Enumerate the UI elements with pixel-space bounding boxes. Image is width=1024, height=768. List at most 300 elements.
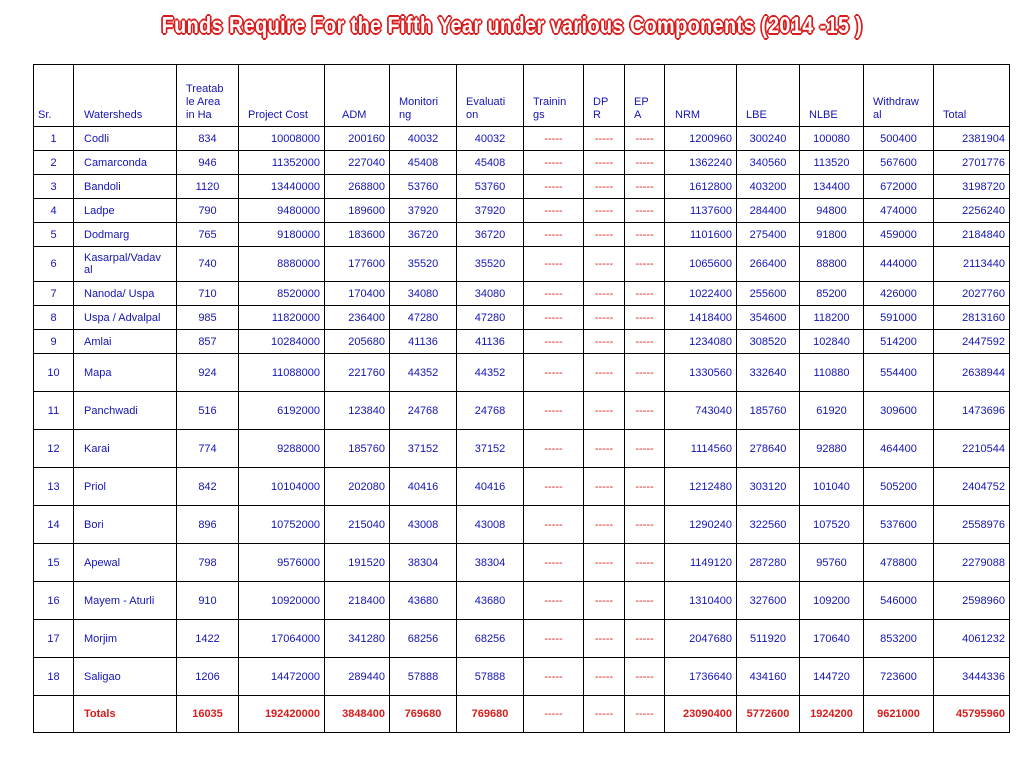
table-row [34,392,1010,430]
lbe-cell: 322560 [737,506,800,544]
table-row [34,282,1010,306]
watershed-cell: Ladpe [74,199,177,223]
dpr-cell: ----- [584,306,625,330]
project-cost-cell: 9480000 [239,199,325,223]
area-cell: 1120 [177,175,239,199]
project-cost-cell: 11088000 [239,354,325,392]
epa-cell: ----- [625,151,665,175]
monitoring-cell: 38304 [390,544,457,582]
dpr-cell: ----- [584,620,625,658]
lbe-cell: 434160 [737,658,800,696]
total-cell: 2027760 [934,282,1010,306]
watershed-cell: Morjim [74,620,177,658]
adm-cell: 289440 [325,658,390,696]
table-row [34,544,1010,582]
nlbe-cell: 113520 [800,151,864,175]
trainings-cell: ----- [524,430,584,468]
header-treatable-area: Treatab le Area in Ha [177,65,239,127]
nlbe-cell: 107520 [800,506,864,544]
adm-cell: 189600 [325,199,390,223]
monitoring-cell: 37920 [390,199,457,223]
lbe-cell: 5772600 [737,696,800,733]
epa-cell: ----- [625,330,665,354]
sr-cell: 13 [34,468,74,506]
table-row [34,620,1010,658]
withdrawal-cell: 9621000 [864,696,934,733]
withdrawal-cell: 426000 [864,282,934,306]
header-nrm: NRM [665,65,737,127]
adm-cell: 191520 [325,544,390,582]
epa-cell: ----- [625,620,665,658]
watershed-cell: Amlai [74,330,177,354]
withdrawal-cell: 459000 [864,223,934,247]
sr-cell: 8 [34,306,74,330]
funds-table [33,64,1010,733]
area-cell: 1206 [177,658,239,696]
header-lbe: LBE [737,65,800,127]
lbe-cell: 340560 [737,151,800,175]
epa-cell: ----- [625,223,665,247]
nrm-cell: 1114560 [665,430,737,468]
sr-cell: 5 [34,223,74,247]
total-cell: 2701776 [934,151,1010,175]
table-row [34,151,1010,175]
monitoring-cell: 40032 [390,127,457,151]
total-cell: 2381904 [934,127,1010,151]
monitoring-cell: 53760 [390,175,457,199]
nlbe-cell: 101040 [800,468,864,506]
withdrawal-cell: 505200 [864,468,934,506]
trainings-cell: ----- [524,392,584,430]
epa-cell: ----- [625,544,665,582]
area-cell: 857 [177,330,239,354]
trainings-cell: ----- [524,658,584,696]
sr-cell: 6 [34,247,74,282]
evaluation-cell: 35520 [457,247,524,282]
epa-cell: ----- [625,582,665,620]
header-watersheds: Watersheds [74,65,177,127]
watershed-cell: Totals [74,696,177,733]
watershed-cell: Kasarpal/Vadav al [74,247,177,282]
watershed-cell: Uspa / Advalpal [74,306,177,330]
withdrawal-cell: 444000 [864,247,934,282]
area-cell: 896 [177,506,239,544]
total-cell: 1473696 [934,392,1010,430]
evaluation-cell: 44352 [457,354,524,392]
area-cell: 924 [177,354,239,392]
project-cost-cell: 192420000 [239,696,325,733]
monitoring-cell: 43680 [390,582,457,620]
trainings-cell: ----- [524,199,584,223]
total-cell: 45795960 [934,696,1010,733]
nlbe-cell: 92880 [800,430,864,468]
evaluation-cell: 37152 [457,430,524,468]
table-row [34,175,1010,199]
epa-cell: ----- [625,430,665,468]
dpr-cell: ----- [584,354,625,392]
evaluation-cell: 37920 [457,199,524,223]
header-evaluation: Evaluati on [457,65,524,127]
withdrawal-cell: 464400 [864,430,934,468]
evaluation-cell: 40032 [457,127,524,151]
monitoring-cell: 47280 [390,306,457,330]
sr-cell: 15 [34,544,74,582]
nrm-cell: 1065600 [665,247,737,282]
table-row [34,506,1010,544]
total-cell: 2279088 [934,544,1010,582]
project-cost-cell: 13440000 [239,175,325,199]
lbe-cell: 308520 [737,330,800,354]
lbe-cell: 185760 [737,392,800,430]
adm-cell: 170400 [325,282,390,306]
nrm-cell: 1290240 [665,506,737,544]
nlbe-cell: 1924200 [800,696,864,733]
dpr-cell: ----- [584,658,625,696]
epa-cell: ----- [625,282,665,306]
area-cell: 842 [177,468,239,506]
dpr-cell: ----- [584,282,625,306]
nrm-cell: 1234080 [665,330,737,354]
monitoring-cell: 36720 [390,223,457,247]
evaluation-cell: 57888 [457,658,524,696]
area-cell: 710 [177,282,239,306]
monitoring-cell: 37152 [390,430,457,468]
table-row [34,223,1010,247]
nlbe-cell: 170640 [800,620,864,658]
nlbe-cell: 95760 [800,544,864,582]
nrm-cell: 1137600 [665,199,737,223]
table-row [34,354,1010,392]
nlbe-cell: 91800 [800,223,864,247]
adm-cell: 268800 [325,175,390,199]
watershed-cell: Nanoda/ Uspa [74,282,177,306]
lbe-cell: 300240 [737,127,800,151]
trainings-cell: ----- [524,330,584,354]
trainings-cell: ----- [524,468,584,506]
sr-cell: 11 [34,392,74,430]
adm-cell: 185760 [325,430,390,468]
trainings-cell: ----- [524,620,584,658]
nrm-cell: 1362240 [665,151,737,175]
nrm-cell: 1149120 [665,544,737,582]
project-cost-cell: 11820000 [239,306,325,330]
nrm-cell: 23090400 [665,696,737,733]
trainings-cell: ----- [524,247,584,282]
area-cell: 946 [177,151,239,175]
watershed-cell: Mayem - Aturli [74,582,177,620]
lbe-cell: 266400 [737,247,800,282]
area-cell: 1422 [177,620,239,658]
header-dpr: DP R [584,65,625,127]
withdrawal-cell: 546000 [864,582,934,620]
evaluation-cell: 41136 [457,330,524,354]
sr-cell: 7 [34,282,74,306]
total-cell: 2113440 [934,247,1010,282]
dpr-cell: ----- [584,223,625,247]
trainings-cell: ----- [524,582,584,620]
evaluation-cell: 40416 [457,468,524,506]
adm-cell: 218400 [325,582,390,620]
header-epa: EP A [625,65,665,127]
dpr-cell: ----- [584,247,625,282]
sr-cell: 17 [34,620,74,658]
withdrawal-cell: 853200 [864,620,934,658]
trainings-cell: ----- [524,127,584,151]
nrm-cell: 1612800 [665,175,737,199]
epa-cell: ----- [625,175,665,199]
evaluation-cell: 36720 [457,223,524,247]
table-row [34,127,1010,151]
epa-cell: ----- [625,658,665,696]
project-cost-cell: 10284000 [239,330,325,354]
evaluation-cell: 38304 [457,544,524,582]
sr-cell: 1 [34,127,74,151]
project-cost-cell: 10920000 [239,582,325,620]
adm-cell: 205680 [325,330,390,354]
lbe-cell: 275400 [737,223,800,247]
dpr-cell: ----- [584,582,625,620]
watershed-cell: Priol [74,468,177,506]
dpr-cell: ----- [584,127,625,151]
trainings-cell: ----- [524,544,584,582]
lbe-cell: 284400 [737,199,800,223]
lbe-cell: 255600 [737,282,800,306]
nrm-cell: 2047680 [665,620,737,658]
totals-row [34,696,1010,733]
lbe-cell: 403200 [737,175,800,199]
evaluation-cell: 769680 [457,696,524,733]
area-cell: 765 [177,223,239,247]
table-row [34,468,1010,506]
total-cell: 2598960 [934,582,1010,620]
watershed-cell: Saligao [74,658,177,696]
nlbe-cell: 118200 [800,306,864,330]
trainings-cell: ----- [524,282,584,306]
nrm-cell: 1200960 [665,127,737,151]
area-cell: 798 [177,544,239,582]
epa-cell: ----- [625,127,665,151]
nrm-cell: 1022400 [665,282,737,306]
project-cost-cell: 10008000 [239,127,325,151]
withdrawal-cell: 723600 [864,658,934,696]
dpr-cell: ----- [584,330,625,354]
header-nlbe: NLBE [800,65,864,127]
sr-cell: 9 [34,330,74,354]
nrm-cell: 1418400 [665,306,737,330]
table-row [34,247,1010,282]
evaluation-cell: 47280 [457,306,524,330]
adm-cell: 221760 [325,354,390,392]
total-cell: 2210544 [934,430,1010,468]
sr-cell: 16 [34,582,74,620]
area-cell: 16035 [177,696,239,733]
lbe-cell: 303120 [737,468,800,506]
nlbe-cell: 100080 [800,127,864,151]
lbe-cell: 354600 [737,306,800,330]
adm-cell: 341280 [325,620,390,658]
nlbe-cell: 88800 [800,247,864,282]
monitoring-cell: 24768 [390,392,457,430]
nlbe-cell: 94800 [800,199,864,223]
withdrawal-cell: 474000 [864,199,934,223]
withdrawal-cell: 514200 [864,330,934,354]
header-adm: ADM [325,65,390,127]
area-cell: 790 [177,199,239,223]
epa-cell: ----- [625,696,665,733]
evaluation-cell: 68256 [457,620,524,658]
header-row [34,65,1010,127]
withdrawal-cell: 567600 [864,151,934,175]
total-cell: 3444336 [934,658,1010,696]
nrm-cell: 1736640 [665,658,737,696]
project-cost-cell: 9180000 [239,223,325,247]
total-cell: 2813160 [934,306,1010,330]
monitoring-cell: 68256 [390,620,457,658]
adm-cell: 236400 [325,306,390,330]
watershed-cell: Bori [74,506,177,544]
epa-cell: ----- [625,506,665,544]
watershed-cell: Bandoli [74,175,177,199]
project-cost-cell: 17064000 [239,620,325,658]
trainings-cell: ----- [524,306,584,330]
area-cell: 740 [177,247,239,282]
project-cost-cell: 10752000 [239,506,325,544]
table-row [34,330,1010,354]
trainings-cell: ----- [524,696,584,733]
sr-cell: 12 [34,430,74,468]
total-cell: 2638944 [934,354,1010,392]
monitoring-cell: 34080 [390,282,457,306]
sr-cell: 18 [34,658,74,696]
watershed-cell: Camarconda [74,151,177,175]
total-cell: 2404752 [934,468,1010,506]
area-cell: 910 [177,582,239,620]
monitoring-cell: 45408 [390,151,457,175]
header-monitoring: Monitori ng [390,65,457,127]
epa-cell: ----- [625,354,665,392]
table-row [34,430,1010,468]
lbe-cell: 278640 [737,430,800,468]
monitoring-cell: 57888 [390,658,457,696]
area-cell: 774 [177,430,239,468]
watershed-cell: Panchwadi [74,392,177,430]
sr-cell: 3 [34,175,74,199]
evaluation-cell: 43680 [457,582,524,620]
project-cost-cell: 8880000 [239,247,325,282]
epa-cell: ----- [625,306,665,330]
monitoring-cell: 44352 [390,354,457,392]
lbe-cell: 287280 [737,544,800,582]
trainings-cell: ----- [524,151,584,175]
nlbe-cell: 110880 [800,354,864,392]
lbe-cell: 511920 [737,620,800,658]
monitoring-cell: 40416 [390,468,457,506]
trainings-cell: ----- [524,175,584,199]
area-cell: 985 [177,306,239,330]
total-cell: 2558976 [934,506,1010,544]
sr-cell: 14 [34,506,74,544]
withdrawal-cell: 591000 [864,306,934,330]
header-withdrawal: Withdraw al [864,65,934,127]
total-cell: 2256240 [934,199,1010,223]
header-project-cost: Project Cost [239,65,325,127]
dpr-cell: ----- [584,151,625,175]
adm-cell: 123840 [325,392,390,430]
monitoring-cell: 769680 [390,696,457,733]
watershed-cell: Dodmarg [74,223,177,247]
dpr-cell: ----- [584,506,625,544]
adm-cell: 183600 [325,223,390,247]
epa-cell: ----- [625,247,665,282]
header-trainings: Trainin gs [524,65,584,127]
dpr-cell: ----- [584,199,625,223]
withdrawal-cell: 500400 [864,127,934,151]
page-title: Funds Require For the Fifth Year under various Components (2014 -15 ) [161,12,863,38]
total-cell: 3198720 [934,175,1010,199]
watershed-cell: Apewal [74,544,177,582]
project-cost-cell: 10104000 [239,468,325,506]
table-row [34,582,1010,620]
adm-cell: 227040 [325,151,390,175]
lbe-cell: 332640 [737,354,800,392]
nrm-cell: 1330560 [665,354,737,392]
table-row [34,658,1010,696]
adm-cell: 215040 [325,506,390,544]
total-cell: 2447592 [934,330,1010,354]
sr-cell: 4 [34,199,74,223]
table-row [34,306,1010,330]
adm-cell: 3848400 [325,696,390,733]
dpr-cell: ----- [584,468,625,506]
evaluation-cell: 34080 [457,282,524,306]
project-cost-cell: 14472000 [239,658,325,696]
withdrawal-cell: 478800 [864,544,934,582]
sr-cell: 2 [34,151,74,175]
project-cost-cell: 8520000 [239,282,325,306]
project-cost-cell: 11352000 [239,151,325,175]
table-row [34,199,1010,223]
sr-cell [34,696,74,733]
epa-cell: ----- [625,199,665,223]
adm-cell: 200160 [325,127,390,151]
monitoring-cell: 43008 [390,506,457,544]
withdrawal-cell: 554400 [864,354,934,392]
dpr-cell: ----- [584,175,625,199]
dpr-cell: ----- [584,544,625,582]
adm-cell: 177600 [325,247,390,282]
sr-cell: 10 [34,354,74,392]
nlbe-cell: 102840 [800,330,864,354]
withdrawal-cell: 672000 [864,175,934,199]
evaluation-cell: 43008 [457,506,524,544]
total-cell: 4061232 [934,620,1010,658]
trainings-cell: ----- [524,506,584,544]
epa-cell: ----- [625,468,665,506]
evaluation-cell: 53760 [457,175,524,199]
withdrawal-cell: 309600 [864,392,934,430]
epa-cell: ----- [625,392,665,430]
dpr-cell: ----- [584,392,625,430]
monitoring-cell: 35520 [390,247,457,282]
nlbe-cell: 144720 [800,658,864,696]
evaluation-cell: 24768 [457,392,524,430]
project-cost-cell: 9576000 [239,544,325,582]
header-sr: Sr. [34,65,74,127]
nrm-cell: 1212480 [665,468,737,506]
trainings-cell: ----- [524,354,584,392]
nlbe-cell: 109200 [800,582,864,620]
dpr-cell: ----- [584,430,625,468]
